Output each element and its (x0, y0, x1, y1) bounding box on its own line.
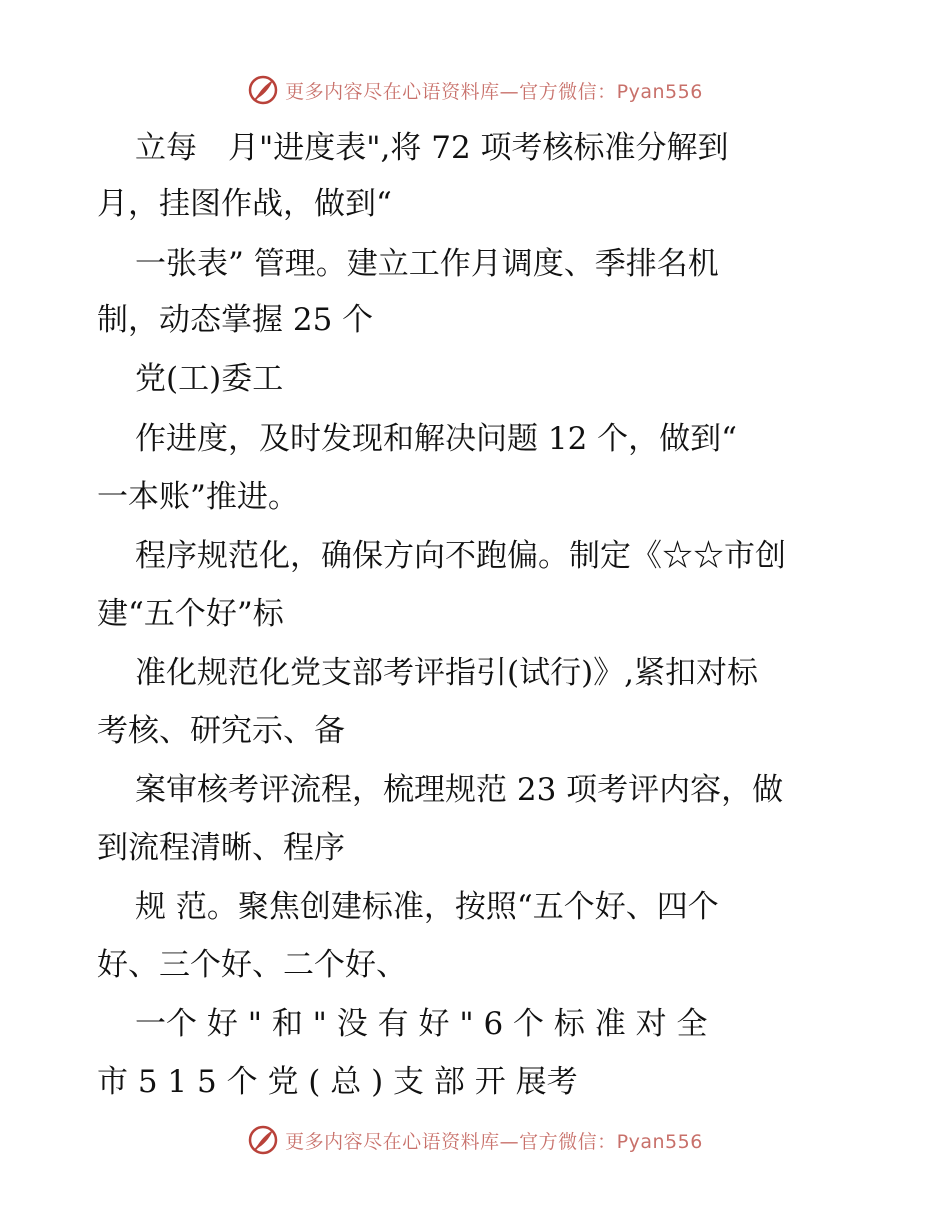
body-line-17: 市 5 1 5 个 党 ( 总 ) 支 部 开 展考 (97, 1064, 578, 1100)
body-line-8: 程序规范化，确保方向不跑偏。制定《☆☆市创 (135, 538, 786, 574)
body-line-13: 到流程清晰、程序 (97, 830, 345, 866)
body-line-3: 一张表” 管理。建立工作月调度、季排名机 (135, 246, 719, 282)
body-line-4: 制，动态掌握 25 个 (97, 302, 374, 338)
body-line-7: 一本账”推进。 (97, 479, 299, 515)
header-banner-text: 更多内容尽在心语资料库—官方微信：Pyan556 (285, 80, 703, 103)
body-line-9: 建“五个好”标 (97, 596, 284, 632)
body-line-11: 考核、研究示、备 (97, 713, 345, 749)
footer-banner (0, 1120, 950, 1160)
body-line-14: 规 范。聚焦创建标准，按照“五个好、四个 (135, 889, 719, 925)
body-line-6: 作进度，及时发现和解决问题 12 个，做到“ (135, 421, 738, 457)
body-line-1: 立每 月"进度表",将 72 项考核标准分解到 (135, 130, 729, 166)
feather-pen-logo-icon (247, 1124, 279, 1156)
body-line-10: 准化规范化党支部考评指引(试行)》,紧扣对标 (135, 655, 759, 691)
body-line-5: 党(工)委工 (135, 361, 284, 397)
body-line-2: 月，挂图作战，做到“ (97, 186, 392, 222)
body-line-12: 案审核考评流程，梳理规范 23 项考评内容，做 (135, 772, 784, 808)
footer-banner-text: 更多内容尽在心语资料库—官方微信：Pyan556 (285, 1130, 703, 1153)
body-line-16: 一个 好 " 和 " 没 有 好 " 6 个 标 准 对 全 (135, 1006, 708, 1042)
body-line-15: 好、三个好、二个好、 (97, 947, 407, 983)
